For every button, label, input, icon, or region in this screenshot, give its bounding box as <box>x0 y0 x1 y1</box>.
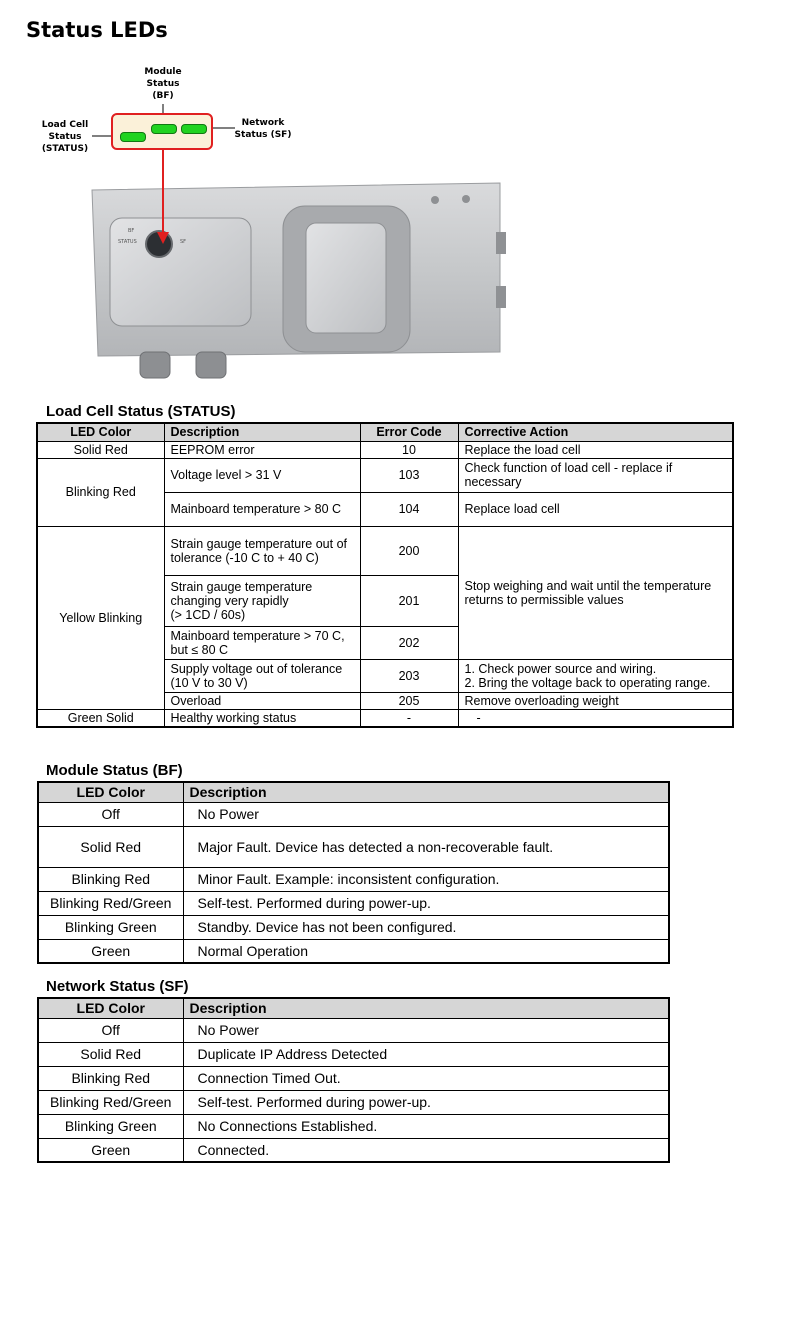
table-cell: Yellow Blinking <box>37 526 164 709</box>
table-cell: Connection Timed Out. <box>183 1066 669 1090</box>
table-cell: Remove overloading weight <box>458 692 733 709</box>
table-row <box>37 441 733 458</box>
table-cell: 10 <box>360 441 458 458</box>
table-cell: No Power <box>183 1018 669 1042</box>
table-row <box>38 1114 669 1138</box>
table-cell: Normal Operation <box>183 939 669 963</box>
callout-load-cell-status: Load Cell Status (STATUS) <box>41 120 89 154</box>
table-cell: 205 <box>360 692 458 709</box>
table-cell: Minor Fault. Example: inconsistent configuration. <box>183 867 669 891</box>
panel-label-bf: BF <box>128 228 135 234</box>
table-row <box>38 1090 669 1114</box>
col-led-color: LED Color <box>37 423 164 441</box>
callout-module-status: Module Status (BF) <box>144 67 182 101</box>
table-cell: Blinking Red <box>37 458 164 526</box>
sf-led <box>181 124 207 134</box>
table-row <box>37 709 733 727</box>
col-description: Description <box>183 782 669 802</box>
table-cell: Solid Red <box>37 441 164 458</box>
table-row <box>38 826 669 867</box>
table-cell: Blinking Red <box>38 1066 183 1090</box>
table-row <box>37 423 733 441</box>
table-cell: Check function of load cell - replace if necessary <box>458 458 733 492</box>
table-cell: Solid Red <box>38 826 183 867</box>
table-cell: Strain gauge temperature changing very rapidly (> 1CD / 60s) <box>164 575 360 626</box>
table-row <box>38 1066 669 1090</box>
table-cell: Blinking Red/Green <box>38 891 183 915</box>
table-row <box>37 526 733 575</box>
table-cell: Blinking Green <box>38 915 183 939</box>
table-cell: Blinking Red/Green <box>38 1090 183 1114</box>
network-status-title: Network Status (SF) <box>46 978 189 995</box>
table-cell: Supply voltage out of tolerance (10 V to 30 V) <box>164 659 360 692</box>
table-cell: Mainboard temperature > 70 C, but ≤ 80 C <box>164 626 360 659</box>
table-cell: 200 <box>360 526 458 575</box>
table-row <box>38 998 669 1018</box>
table-row <box>38 939 669 963</box>
table-cell: 202 <box>360 626 458 659</box>
callout-network-status: Network Status (SF) <box>234 118 292 140</box>
table-cell: Solid Red <box>38 1042 183 1066</box>
table-cell: 201 <box>360 575 458 626</box>
panel-label-sf: SF <box>180 239 187 245</box>
table-cell: Standby. Device has not been configured. <box>183 915 669 939</box>
table-cell: Green <box>38 1138 183 1162</box>
bf-led <box>151 124 177 134</box>
table-cell: No Connections Established. <box>183 1114 669 1138</box>
table-cell: 104 <box>360 492 458 526</box>
col-led-color: LED Color <box>38 998 183 1018</box>
table-row <box>38 782 669 802</box>
load-cell-figure <box>0 0 791 400</box>
table-cell: Blinking Red <box>38 867 183 891</box>
status-led <box>120 132 146 142</box>
table-row <box>37 458 733 492</box>
col-led-color: LED Color <box>38 782 183 802</box>
table-row <box>38 867 669 891</box>
table-cell: 203 <box>360 659 458 692</box>
table-cell: Stop weighing and wait until the temperature returns to permissible values <box>458 526 733 659</box>
table-cell: Blinking Green <box>38 1114 183 1138</box>
table-row <box>38 802 669 826</box>
table-cell: Self-test. Performed during power-up. <box>183 1090 669 1114</box>
table-row <box>38 1042 669 1066</box>
table-cell: Major Fault. Device has detected a non-recoverable fault. <box>183 826 669 867</box>
table-cell: Connected. <box>183 1138 669 1162</box>
col-corrective-action: Corrective Action <box>458 423 733 441</box>
col-description: Description <box>183 998 669 1018</box>
table-cell: Duplicate IP Address Detected <box>183 1042 669 1066</box>
module-status-table <box>37 781 670 964</box>
table-cell: Healthy working status <box>164 709 360 727</box>
table-cell: Replace load cell <box>458 492 733 526</box>
module-status-title: Module Status (BF) <box>46 762 183 779</box>
page-title: Status LEDs <box>26 18 168 42</box>
table-cell: Green Solid <box>37 709 164 727</box>
table-cell: Overload <box>164 692 360 709</box>
table-row <box>38 891 669 915</box>
table-cell: EEPROM error <box>164 441 360 458</box>
table-cell: - <box>458 709 733 727</box>
table-cell: Voltage level > 31 V <box>164 458 360 492</box>
table-cell: Green <box>38 939 183 963</box>
table-cell: No Power <box>183 802 669 826</box>
col-error-code: Error Code <box>360 423 458 441</box>
table-row <box>38 915 669 939</box>
table-row <box>38 1018 669 1042</box>
table-cell: - <box>360 709 458 727</box>
figure-drawing <box>0 0 791 400</box>
table-cell: Off <box>38 802 183 826</box>
col-description: Description <box>164 423 360 441</box>
panel-label-status: STATUS <box>118 239 137 245</box>
network-status-table <box>37 997 670 1163</box>
table-cell: Off <box>38 1018 183 1042</box>
load-cell-status-table <box>36 422 734 728</box>
table-cell: 103 <box>360 458 458 492</box>
led-highlight-box <box>111 113 213 150</box>
table-cell: Self-test. Performed during power-up. <box>183 891 669 915</box>
table-cell: 1. Check power source and wiring. 2. Bring the voltage back to operating range. <box>458 659 733 692</box>
load-cell-body <box>92 183 506 378</box>
load-cell-status-title: Load Cell Status (STATUS) <box>46 403 236 420</box>
table-cell: Mainboard temperature > 80 C <box>164 492 360 526</box>
table-cell: Replace the load cell <box>458 441 733 458</box>
table-row <box>38 1138 669 1162</box>
table-cell: Strain gauge temperature out of tolerance (-10 C to + 40 C) <box>164 526 360 575</box>
